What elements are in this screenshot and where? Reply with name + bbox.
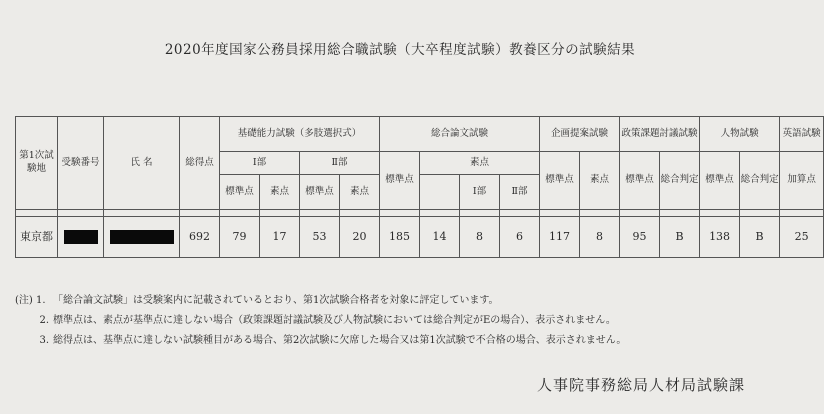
header-person-judge: 総合判定 xyxy=(740,152,780,210)
cell-basic-p1-raw: 17 xyxy=(260,217,300,258)
cell-name xyxy=(104,217,180,258)
header-basic-p2-raw: 素点 xyxy=(340,175,380,210)
header-personality: 人物試験 xyxy=(700,117,780,152)
cell-policy-std: 95 xyxy=(620,217,660,258)
note-prefix: 3. xyxy=(39,335,49,346)
header-exam-site: 第1次試験地 xyxy=(16,117,58,210)
note-item xyxy=(15,331,626,351)
header-basic-p1-std: 標準点 xyxy=(220,175,260,210)
header-basic-part2: Ⅱ部 xyxy=(300,152,380,175)
note-text: 標準点は、素点が基準点に達しない場合（政策課題討議試験及び人物試験においては総合判定がEの場合）、表示されません。 xyxy=(53,315,616,326)
header-essay-raw-p1: Ⅰ部 xyxy=(460,175,500,210)
cell-person-std: 138 xyxy=(700,217,740,258)
note-item xyxy=(15,311,626,331)
header-essay: 総合論文試験 xyxy=(380,117,540,152)
header-english-bonus: 加算点 xyxy=(780,152,824,210)
header-basic-p1-raw: 素点 xyxy=(260,175,300,210)
header-essay-std: 標準点 xyxy=(380,152,420,210)
cell-essay-std: 185 xyxy=(380,217,420,258)
note-text: 「総合論文試験」は受験案内に記載されているとおり、第1次試験合格者を対象に評定しています。 xyxy=(53,295,499,306)
note-text: 総得点は、基準点に達しない試験種目がある場合、第2次試験に欠席した場合又は第1次試験で不合格の場合、表示されません。 xyxy=(53,335,627,346)
header-basic-p2-std: 標準点 xyxy=(300,175,340,210)
note-prefix: 2. xyxy=(39,315,49,326)
note-item xyxy=(15,291,626,311)
issuing-office: 人事院事務総局人材局試験課 xyxy=(536,376,745,394)
cell-exam-no xyxy=(58,217,104,258)
header-essay-raw: 素点 xyxy=(420,152,540,175)
header-english: 英語試験 xyxy=(780,117,824,152)
cell-plan-raw: 8 xyxy=(580,217,620,258)
header-planning: 企画提案試験 xyxy=(540,117,620,152)
cell-basic-p2-std: 53 xyxy=(300,217,340,258)
header-basic: 基礎能力試験（多肢選択式） xyxy=(220,117,380,152)
cell-person-judge: B xyxy=(740,217,780,258)
cell-english-bonus: 25 xyxy=(780,217,824,258)
cell-plan-std: 117 xyxy=(540,217,580,258)
document-title: 2020年度国家公務員採用総合職試験（大卒程度試験）教養区分の試験結果 xyxy=(164,42,636,58)
header-essay-raw-total xyxy=(420,175,460,210)
cell-essay-raw-p2: 6 xyxy=(500,217,540,258)
cell-essay-raw-total: 14 xyxy=(420,217,460,258)
cell-essay-raw-p1: 8 xyxy=(460,217,500,258)
redaction-name xyxy=(110,230,174,244)
header-plan-raw: 素点 xyxy=(580,152,620,210)
header-policy-judge: 総合判定 xyxy=(660,152,700,210)
header-person-std: 標準点 xyxy=(700,152,740,210)
header-basic-part1: Ⅰ部 xyxy=(220,152,300,175)
redaction-exam-no xyxy=(64,230,98,244)
header-total: 総得点 xyxy=(180,117,220,210)
header-policy: 政策課題討議試験 xyxy=(620,117,700,152)
header-essay-raw-p2: Ⅱ部 xyxy=(500,175,540,210)
result-table xyxy=(15,116,824,258)
header-exam-no: 受験番号 xyxy=(58,117,104,210)
cell-site: 東京都 xyxy=(16,217,58,258)
notes xyxy=(15,291,626,351)
header-policy-std: 標準点 xyxy=(620,152,660,210)
cell-basic-p2-raw: 20 xyxy=(340,217,380,258)
cell-policy-judge: B xyxy=(660,217,700,258)
header-plan-std: 標準点 xyxy=(540,152,580,210)
header-name: 氏 名 xyxy=(104,117,180,210)
cell-total: 692 xyxy=(180,217,220,258)
cell-basic-p1-std: 79 xyxy=(220,217,260,258)
note-prefix: (注) 1. xyxy=(15,295,46,306)
